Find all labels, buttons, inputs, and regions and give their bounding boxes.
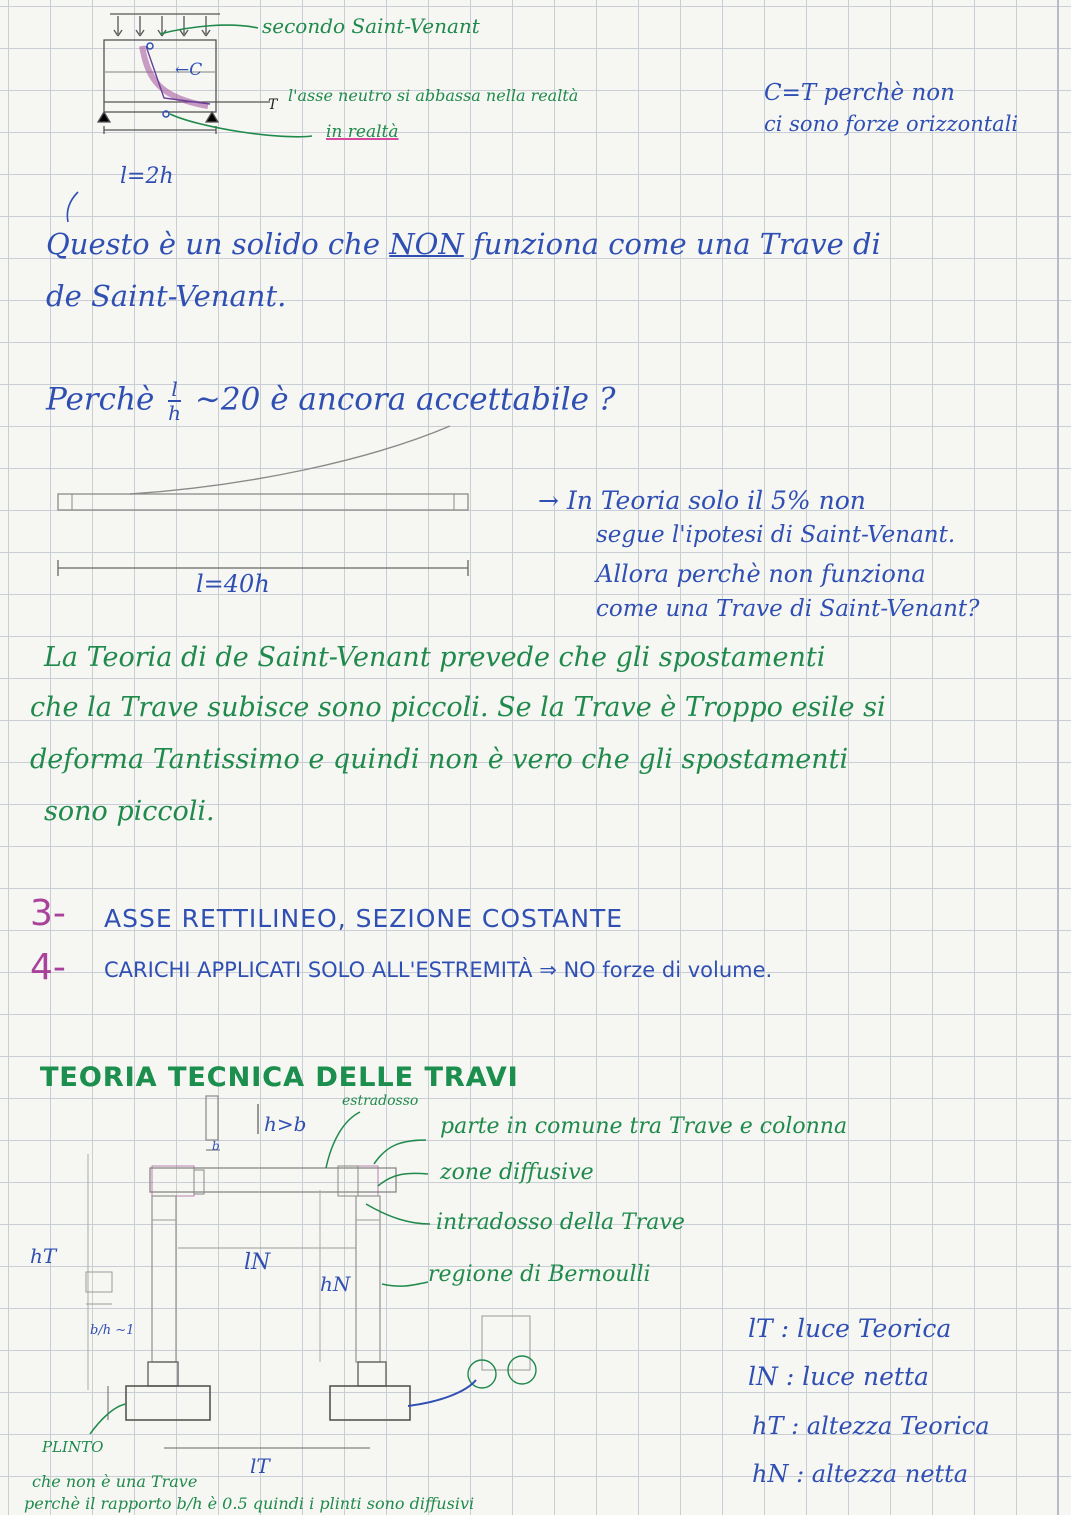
note-ct-line2: ci sono forze orizzontali	[764, 112, 1019, 136]
question-prefix: Perchè	[46, 381, 155, 418]
label-estradosso: estradosso	[342, 1093, 419, 1109]
legend-hT: hT : altezza Teorica	[752, 1412, 990, 1440]
label-tension: T	[268, 97, 278, 113]
para1-line2: de Saint-Venant.	[46, 279, 287, 313]
list-item-3-number: 3-	[30, 893, 66, 934]
section-title: TEORIA TECNICA DELLE TRAVI	[40, 1062, 519, 1093]
label-span-40h: l=40h	[196, 570, 270, 598]
fraction-num: l	[168, 378, 181, 402]
label-hN: hN	[320, 1272, 351, 1296]
page-edge	[1057, 0, 1059, 1515]
para2-line4: sono piccoli.	[44, 796, 215, 827]
note-teoria-line2: segue l'ipotesi di Saint-Venant.	[596, 522, 956, 548]
label-span-2h: l=2h	[120, 164, 174, 189]
legend-hN: hN : altezza netta	[752, 1460, 969, 1488]
label-lN: lN	[244, 1250, 271, 1275]
note-plinto-line1: che non è una Trave	[32, 1472, 198, 1491]
note-teoria-line4: come una Trave di Saint-Venant?	[596, 596, 980, 622]
legend-lN: lN : luce netta	[748, 1362, 929, 1391]
label-saint-venant: secondo Saint-Venant	[262, 14, 480, 38]
list-item-3-text: ASSE RETTILINEO, SEZIONE COSTANTE	[104, 904, 624, 933]
label-lT: lT	[250, 1454, 270, 1478]
label-b-over-h: b/h ∼1	[90, 1323, 135, 1338]
note-plinto-line2: perchè il rapporto b/h è 0.5 quindi i plinti sono diffusivi	[24, 1494, 475, 1513]
pointer-arrow	[60, 190, 90, 230]
label-bernoulli: regione di Bernoulli	[428, 1262, 651, 1287]
para1-line1	[46, 227, 881, 261]
label-hT: hT	[30, 1244, 57, 1268]
deep-beam-sketch	[90, 10, 290, 190]
fraction-den: h	[168, 401, 182, 425]
note-teoria-line3: Allora perchè non funziona	[596, 560, 926, 588]
fraction-l-h	[168, 378, 181, 424]
label-compression: ←C	[175, 60, 203, 80]
question	[46, 378, 615, 424]
slender-beam-sketch	[50, 420, 480, 580]
label-neutral-axis: l'asse neutro si abbassa nella realtà	[288, 86, 579, 105]
para2-line2: che la Trave subisce sono piccoli. Se la Trave è Troppo esile si	[30, 692, 886, 723]
para1-line1-b: funziona come una Trave di	[472, 227, 881, 261]
label-zone-diffusive: zone diffusive	[440, 1160, 594, 1185]
label-b: b	[212, 1139, 220, 1153]
question-suffix: ∼20 è ancora accettabile ?	[194, 381, 616, 418]
label-in-reality: in realtà	[326, 122, 399, 142]
legend-lT: lT : luce Teorica	[748, 1314, 952, 1343]
para1-non: NON	[389, 227, 464, 261]
label-parte-comune: parte in comune tra Trave e colonna	[440, 1114, 848, 1139]
list-item-4-number: 4-	[30, 947, 66, 988]
para2-line3: deforma Tantissimo e quindi non è vero che gli spostamenti	[30, 744, 849, 775]
note-ct-line1: C=T perchè non	[764, 80, 955, 106]
note-teoria-line1: → In Teoria solo il 5% non	[538, 486, 866, 515]
list-item-4-text: CARICHI APPLICATI SOLO ALL'ESTREMITÀ ⇒ NO forze di volume.	[104, 958, 773, 982]
label-plinto: PLINTO	[42, 1438, 104, 1456]
label-intradosso: intradosso della Trave	[436, 1210, 685, 1235]
para2-line1: La Teoria di de Saint-Venant prevede che gli spostamenti	[44, 642, 826, 673]
label-h-greater-b: h>b	[264, 1112, 307, 1136]
para1-line1-a: Questo è un solido che	[46, 227, 380, 261]
